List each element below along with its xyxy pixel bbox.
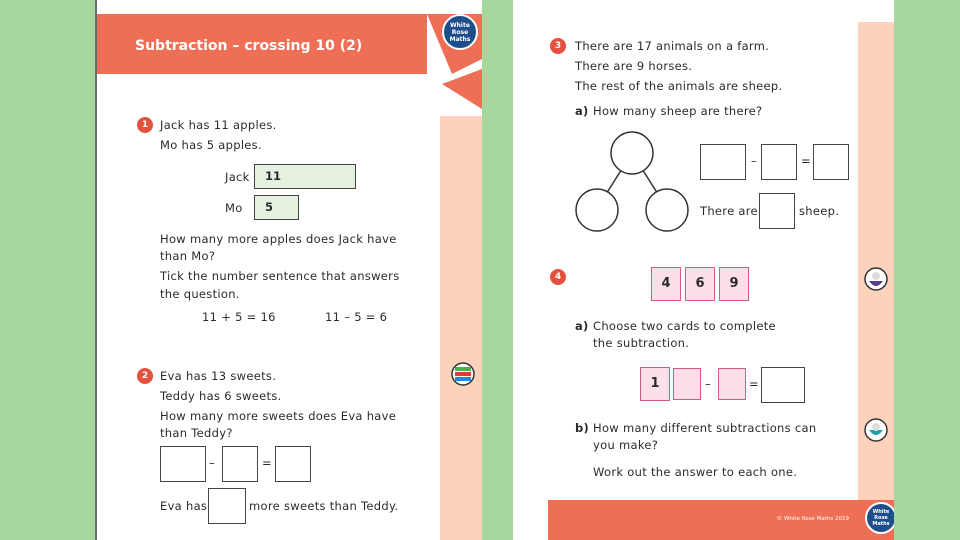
number-card[interactable]: 4	[651, 267, 681, 301]
q3-line2: There are 9 horses.	[575, 59, 693, 73]
answer-box[interactable]	[208, 488, 246, 524]
white-rose-logo: White Rose Maths	[442, 14, 478, 50]
footer-bar	[548, 500, 894, 540]
eva-has-text: Eva has	[160, 499, 208, 513]
minus-sign: –	[751, 154, 758, 168]
q1-line2: Mo has 5 apples.	[160, 138, 262, 152]
books-icon	[451, 362, 475, 386]
jack-label: Jack	[225, 170, 250, 184]
q2-question-a: How many more sweets does Eva have	[160, 409, 397, 423]
q4-work-text: Work out the answer to each one.	[593, 465, 798, 479]
page-title: Subtraction – crossing 10 (2)	[135, 38, 363, 54]
q4-part-b-label: b)	[575, 421, 590, 435]
q3-part-a-text: How many sheep are there?	[593, 104, 763, 118]
copyright-text: © White Rose Maths 2019	[776, 516, 849, 522]
more-sweets-text: more sweets than Teddy.	[249, 499, 399, 513]
question-number: 4	[550, 269, 566, 285]
question-number: 2	[137, 368, 153, 384]
mo-bar: 5	[254, 195, 299, 220]
q3-line1: There are 17 animals on a farm.	[575, 39, 770, 53]
q1-question-b: than Mo?	[160, 249, 216, 263]
equals-sign: =	[749, 377, 759, 391]
there-are-text: There are	[700, 204, 758, 218]
answer-box[interactable]	[222, 446, 258, 482]
minus-sign: –	[705, 377, 712, 391]
q4-part-a-label: a)	[575, 319, 589, 333]
q1-line1: Jack has 11 apples.	[160, 118, 277, 132]
question-number: 3	[550, 38, 566, 54]
q4-part-a-line2: the subtraction.	[593, 336, 690, 350]
fixed-number-card: 1	[640, 367, 670, 401]
q4-part-a-line1: Choose two cards to complete	[593, 319, 776, 333]
q1-question-a: How many more apples does Jack have	[160, 232, 397, 246]
answer-box[interactable]	[759, 193, 795, 229]
number-card[interactable]: 6	[685, 267, 715, 301]
minus-sign: –	[209, 456, 216, 470]
answer-box[interactable]	[275, 446, 311, 482]
option-add[interactable]: 11 + 5 = 16	[202, 310, 276, 324]
challenge-icon	[864, 267, 888, 291]
answer-box[interactable]	[761, 144, 797, 180]
card-slot[interactable]	[673, 368, 701, 400]
option-subtract[interactable]: 11 – 5 = 6	[325, 310, 388, 324]
jack-bar: 11	[254, 164, 356, 189]
question-number: 1	[137, 117, 153, 133]
q2-question-b: than Teddy?	[160, 426, 233, 440]
sheep-text: sheep.	[799, 204, 840, 218]
q1-tick-b: the question.	[160, 287, 240, 301]
card-slot[interactable]	[718, 368, 746, 400]
white-rose-logo: White Rose Maths	[865, 502, 894, 534]
title-banner	[97, 14, 427, 74]
q2-line2: Teddy has 6 sweets.	[160, 389, 282, 403]
equals-sign: =	[262, 456, 272, 470]
answer-box[interactable]	[813, 144, 849, 180]
q3-part-a-label: a)	[575, 104, 589, 118]
q4-part-b-line2: you make?	[593, 438, 659, 452]
answer-box[interactable]	[160, 446, 206, 482]
worksheet-page-left	[95, 0, 482, 540]
answer-box[interactable]	[761, 367, 805, 403]
reasoning-icon	[864, 418, 888, 442]
worksheet-page-right	[513, 0, 894, 540]
margin-stripe	[440, 116, 482, 540]
mo-label: Mo	[225, 201, 243, 215]
q2-line1: Eva has 13 sweets.	[160, 369, 277, 383]
q4-part-b-line1: How many different subtractions can	[593, 421, 817, 435]
q3-line3: The rest of the animals are sheep.	[575, 79, 783, 93]
part-whole-model	[573, 130, 693, 235]
number-card[interactable]: 9	[719, 267, 749, 301]
q1-tick-a: Tick the number sentence that answers	[160, 269, 400, 283]
answer-box[interactable]	[700, 144, 746, 180]
equals-sign: =	[801, 154, 811, 168]
